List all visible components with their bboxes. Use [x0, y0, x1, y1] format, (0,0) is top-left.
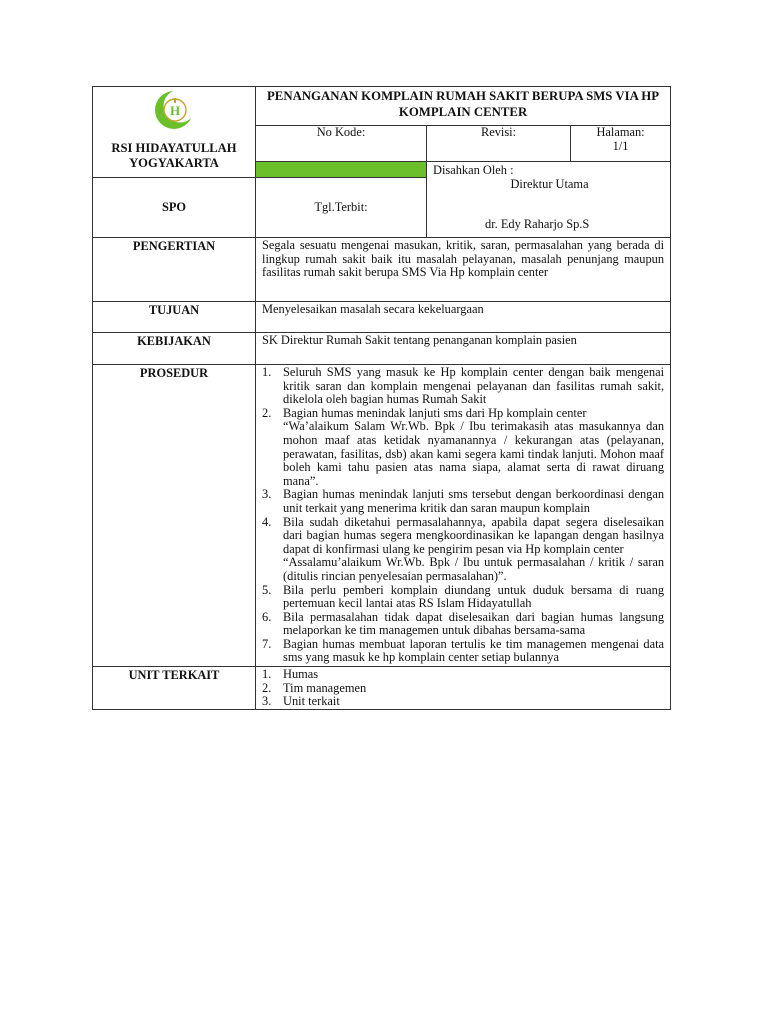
svg-text:H: H: [169, 103, 181, 118]
spo-label: SPO: [93, 178, 256, 238]
halaman-value: 1/1: [612, 138, 629, 153]
org-name-line1: RSI HIDAYATULLAH: [111, 141, 237, 155]
unit-terkait-item-text: Tim managemen: [283, 680, 367, 695]
prosedur-item: [262, 488, 664, 515]
prosedur-item: [262, 638, 664, 665]
prosedur-item-quote: “Wa’alaikum Salam Wr.Wb. Bpk / Ibu terimakasih atas masukannya dan mohon maaf atas ketidak nyamanannya / kekurangan atas (pelayanan, perawatan, fasilitas, dsb) akan kami segera kami tindak lanjuti. Mohon maaf boleh kami tahu pasien atas nama siapa, alamat serta di rawat diruang mana”.: [283, 419, 665, 488]
prosedur-content: [256, 365, 671, 667]
prosedur-item-number: 1.: [262, 365, 272, 379]
prosedur-item-text: Bagian humas menindak lanjuti sms dari Hp komplain center: [283, 405, 587, 420]
prosedur-item: [262, 584, 664, 611]
prosedur-list: [262, 366, 664, 665]
unit-terkait-item-number: 2.: [262, 680, 272, 695]
prosedur-item: [262, 611, 664, 638]
prosedur-item-text: Bagian humas membuat laporan tertulis ke tim managemen mengenai data sms yang masuk ke hp komplain center setiap bulannya: [283, 636, 665, 665]
unit-terkait-item: [262, 682, 664, 696]
prosedur-label: PROSEDUR: [93, 365, 256, 667]
unit-terkait-item-text: Unit terkait: [283, 694, 340, 709]
green-accent-bar: [256, 162, 427, 178]
unit-terkait-item-number: 3.: [262, 694, 272, 709]
disahkan-label: Disahkan Oleh :: [433, 163, 514, 177]
prosedur-item: [262, 407, 664, 489]
prosedur-item-text: Bila sudah diketahui permasalahannya, apabila dapat segera diselesaikan dari bagian humas segera mengkoordinasikan ke lapangan dengan hasilnya dapat di konfirmasi ulang ke pengirim pesan via Hp komplain center: [283, 514, 665, 556]
unit-terkait-item: [262, 668, 664, 682]
unit-terkait-content: [256, 667, 671, 710]
crescent-logo-icon: [147, 89, 201, 131]
tujuan-label: TUJUAN: [93, 302, 256, 333]
disahkan-title: Direktur Utama: [510, 176, 589, 191]
revisi-label: Revisi:: [480, 125, 517, 139]
no-kode-label: No Kode:: [316, 125, 366, 139]
prosedur-item: [262, 366, 664, 407]
kebijakan-label: KEBIJAKAN: [93, 333, 256, 365]
kebijakan-text: SK Direktur Rumah Sakit tentang penanganan komplain pasien: [256, 333, 671, 365]
prosedur-item-text: Seluruh SMS yang masuk ke Hp komplain center dengan baik mengenai kritik saran dan komplain mengenai pelayanan dan fasilitas rumah sakit, dikelola oleh bagian humas Rumah Sakit: [283, 365, 665, 407]
prosedur-item-text: Bila perlu pemberi komplain diundang untuk duduk bersama di ruang pertemuan kecil lantai atas RS Islam Hidayatullah: [283, 582, 665, 611]
disahkan-name: dr. Edy Raharjo Sp.S: [485, 217, 590, 232]
no-kode-cell: [256, 126, 427, 162]
prosedur-item-quote: “Assalamu’alaikum Wr.Wb. Bpk / Ibu untuk permasalahan / kritik / saran (ditulis rincian penyelesaian permasalahan)”.: [283, 555, 665, 583]
pengertian-label: PENGERTIAN: [93, 238, 256, 302]
prosedur-item-number: 7.: [262, 636, 272, 651]
revisi-cell: [427, 126, 571, 162]
spo-document-table: [92, 86, 671, 710]
org-name-line2: YOGYAKARTA: [129, 156, 219, 170]
prosedur-item-text: Bila permasalahan tidak dapat diselesaikan dari bagian humas langsung melaporkan ke tim managemen untuk dibahas bersama-sama: [283, 609, 665, 638]
disahkan-cell: [427, 162, 671, 238]
prosedur-item-number: 5.: [262, 582, 272, 597]
prosedur-item-number: 2.: [262, 405, 272, 420]
org-header-cell: [93, 87, 256, 178]
document-title: PENANGANAN KOMPLAIN RUMAH SAKIT BERUPA SMS VIA HP KOMPLAIN CENTER: [256, 87, 671, 126]
prosedur-item-text: Bagian humas menindak lanjuti sms tersebut dengan berkoordinasi dengan unit terkait yang menerima kritik dan saran maupun komplain: [283, 487, 665, 515]
prosedur-item: [262, 516, 664, 584]
tujuan-text: Menyelesaikan masalah secara kekeluargaan: [256, 302, 671, 333]
unit-terkait-label: UNIT TERKAIT: [93, 667, 256, 710]
unit-terkait-item-text: Humas: [283, 667, 319, 682]
tgl-terbit-label: Tgl.Terbit:: [256, 178, 427, 238]
unit-terkait-item: [262, 695, 664, 709]
prosedur-item-number: 3.: [262, 487, 272, 502]
prosedur-item-number: 6.: [262, 609, 272, 624]
halaman-cell: [571, 126, 671, 162]
unit-terkait-list: [262, 668, 664, 709]
hospital-logo: [93, 87, 255, 133]
prosedur-item-number: 4.: [262, 514, 272, 529]
halaman-label: Halaman:: [596, 125, 645, 139]
unit-terkait-item-number: 1.: [262, 667, 272, 682]
pengertian-text: Segala sesuatu mengenai masukan, kritik, saran, permasalahan yang berada di lingkup rumah sakit baik itu masalah pelayanan, masalah penunjang maupun fasilitas rumah sakit berupa SMS Via Hp komplain center: [256, 238, 671, 302]
